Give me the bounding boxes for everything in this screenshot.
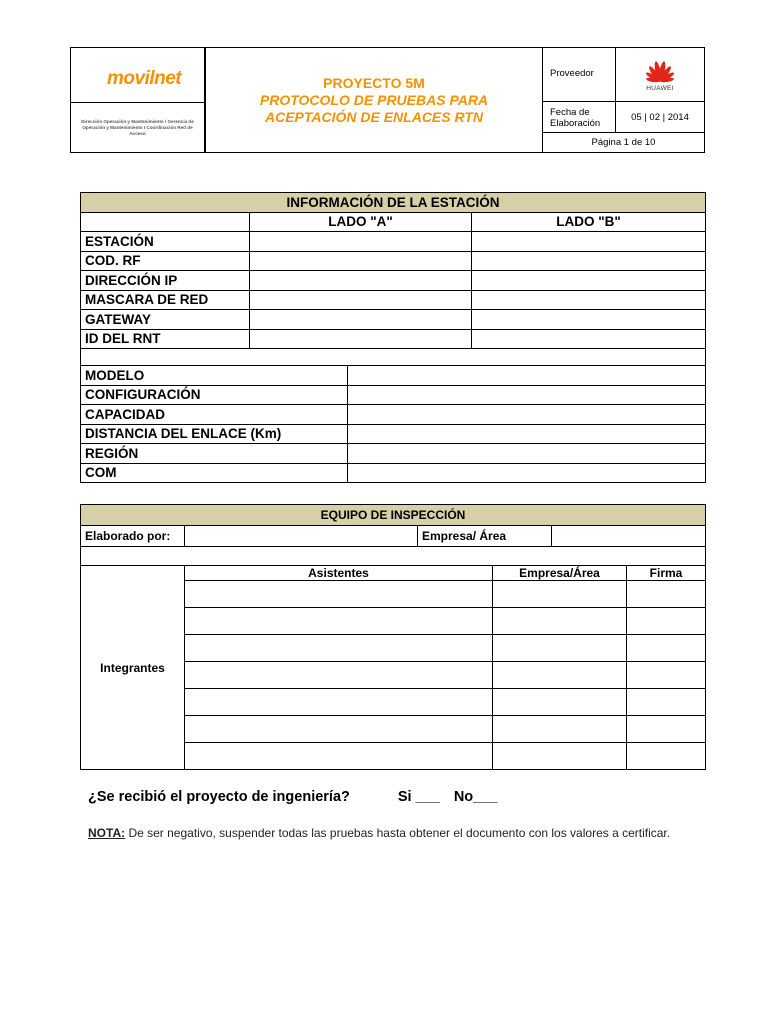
lado-b-value[interactable]: [472, 310, 706, 330]
engineering-project-question: [88, 789, 497, 805]
value-cell[interactable]: [348, 405, 706, 425]
firma-cell[interactable]: [627, 689, 706, 716]
row-label: REGIÓN: [81, 444, 348, 464]
row-label: COM: [81, 463, 348, 483]
inspection-team-table: [80, 504, 706, 770]
lado-a-value[interactable]: [250, 290, 472, 310]
lado-a-value[interactable]: [250, 271, 472, 291]
value-cell[interactable]: [348, 424, 706, 444]
asistente-cell[interactable]: [185, 635, 493, 662]
asistente-cell[interactable]: [185, 689, 493, 716]
inspection-team-title: EQUIPO DE INSPECCIÓN: [81, 505, 706, 526]
firma-cell[interactable]: [627, 581, 706, 608]
department-cell: [71, 103, 205, 152]
value-cell[interactable]: [348, 444, 706, 464]
huawei-wordmark: HUAWEI: [646, 85, 674, 92]
firma-cell[interactable]: [627, 608, 706, 635]
col-firma: Firma: [627, 566, 706, 581]
logo-cell: [71, 48, 205, 103]
empresa-cell[interactable]: [493, 716, 627, 743]
empresa-cell[interactable]: [493, 608, 627, 635]
lado-b-value[interactable]: [472, 232, 706, 252]
firma-cell[interactable]: [627, 635, 706, 662]
answer-no[interactable]: No___: [453, 789, 498, 805]
empresa-value[interactable]: [552, 526, 706, 547]
elaborado-label: Elaborado por:: [81, 526, 185, 547]
empresa-cell[interactable]: [493, 635, 627, 662]
col-asistentes: Asistentes: [185, 566, 493, 581]
note: [88, 826, 688, 841]
lado-a-value[interactable]: [250, 310, 472, 330]
lado-b-value[interactable]: [472, 290, 706, 310]
lado-a-value[interactable]: [250, 232, 472, 252]
fecha-value: 05 | 02 | 2014: [616, 102, 704, 133]
row-label: CONFIGURACIÓN: [81, 385, 348, 405]
lado-b-value[interactable]: [472, 251, 706, 271]
movilnet-logo: movilnet: [107, 68, 182, 89]
empresa-cell[interactable]: [493, 743, 627, 770]
lado-a-value[interactable]: [250, 329, 472, 349]
asistente-cell[interactable]: [185, 716, 493, 743]
row-label: MODELO: [81, 366, 348, 386]
asistente-cell[interactable]: [185, 743, 493, 770]
row-label: CAPACIDAD: [81, 405, 348, 425]
row-label: ID DEL RNT: [81, 329, 250, 349]
asistente-cell[interactable]: [185, 608, 493, 635]
empresa-cell[interactable]: [493, 689, 627, 716]
empresa-cell[interactable]: [493, 662, 627, 689]
row-label: MASCARA DE RED: [81, 290, 250, 310]
row-label: DISTANCIA DEL ENLACE (Km): [81, 424, 348, 444]
document-title: [205, 48, 543, 152]
value-cell[interactable]: [348, 463, 706, 483]
title-line-3: ACEPTACIÓN DE ENLACES RTN: [264, 108, 484, 125]
answer-si[interactable]: Si ___: [397, 789, 440, 805]
title-line-2: PROTOCOLO DE PRUEBAS PARA: [259, 91, 489, 108]
fecha-label: Fecha de Elaboración: [543, 102, 616, 133]
integrantes-label: Integrantes: [81, 566, 185, 770]
lado-b-header: LADO "B": [472, 212, 706, 232]
row-label: COD. RF: [81, 251, 250, 271]
station-info-title: INFORMACIÓN DE LA ESTACIÓN: [81, 193, 706, 213]
note-label: NOTA:: [88, 826, 126, 840]
value-cell[interactable]: [348, 385, 706, 405]
value-cell[interactable]: [348, 366, 706, 386]
firma-cell[interactable]: [627, 716, 706, 743]
spacer-row: [81, 349, 706, 366]
page-number: Página 1 de 10: [591, 137, 656, 148]
lado-a-value[interactable]: [250, 251, 472, 271]
row-label: GATEWAY: [81, 310, 250, 330]
col-empresa-area: Empresa/Área: [493, 566, 627, 581]
department-text: Dirección Operación y Mantenimiento / Gerencia de Operación y Mantenimiento I Coordinación Red de Acceso: [81, 118, 194, 136]
proveedor-label: Proveedor: [543, 48, 616, 102]
title-line-1: PROYECTO 5M: [323, 74, 425, 91]
huawei-logo-cell: [616, 48, 704, 102]
question-text: ¿Se recibió el proyecto de ingeniería?: [88, 789, 350, 805]
blank-cell: [81, 212, 250, 232]
empresa-label: Empresa/ Área: [418, 526, 552, 547]
lado-b-value[interactable]: [472, 271, 706, 291]
elaborado-value[interactable]: [185, 526, 418, 547]
lado-b-value[interactable]: [472, 329, 706, 349]
row-label: DIRECCIÓN IP: [81, 271, 250, 291]
document-header: [70, 47, 705, 153]
huawei-flower-icon: [616, 48, 704, 84]
note-text: De ser negativo, suspender todas las pruebas hasta obtener el documento con los valores a certificar.: [125, 826, 671, 840]
empresa-cell[interactable]: [493, 581, 627, 608]
row-label: ESTACIÓN: [81, 232, 250, 252]
asistente-cell[interactable]: [185, 662, 493, 689]
lado-a-header: LADO "A": [250, 212, 472, 232]
firma-cell[interactable]: [627, 662, 706, 689]
station-info-table: [80, 192, 706, 483]
spacer-row: [81, 547, 706, 566]
asistente-cell[interactable]: [185, 581, 493, 608]
firma-cell[interactable]: [627, 743, 706, 770]
